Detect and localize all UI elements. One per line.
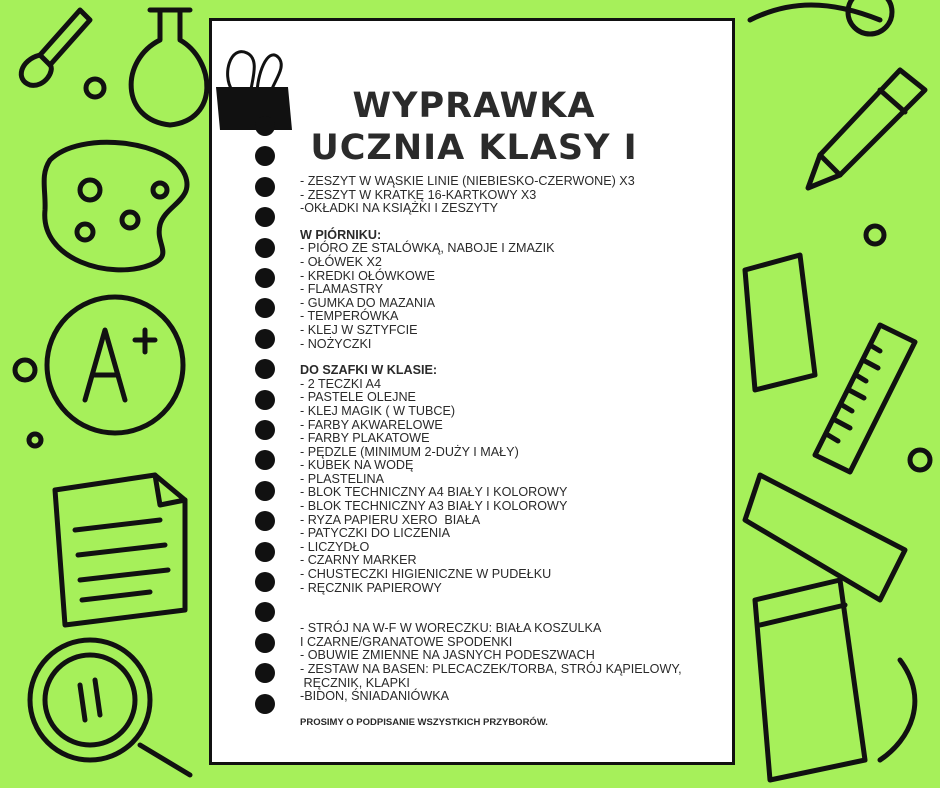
binder-hole — [255, 359, 275, 379]
title-line-1: WYPRAWKA — [352, 86, 596, 126]
list-item: - NOŻYCZKI — [300, 336, 372, 351]
list-item: -BIDON, ŚNIADANIÓWKA — [300, 689, 450, 704]
binder-hole — [255, 633, 275, 653]
list-item: - KLEJ W SZTYFCIE — [300, 322, 418, 337]
book-icon — [745, 255, 915, 780]
binder-hole — [255, 268, 275, 288]
ruler-icon — [815, 325, 915, 472]
list-item: I CZARNE/GRANATOWE SPODENKI — [300, 634, 513, 649]
binder-hole — [255, 663, 275, 683]
list-item: - CZARNY MARKER — [300, 553, 417, 568]
list-item: - PIÓRO ZE STALÓWKĄ, NABOJE I ZMAZIK — [300, 241, 555, 256]
locker-list — [300, 378, 720, 596]
binder-hole — [255, 298, 275, 318]
binder-hole — [255, 390, 275, 410]
pencil-case-list — [300, 242, 720, 351]
binder-hole — [255, 177, 275, 197]
list-item: - 2 TECZKI A4 — [300, 376, 381, 391]
list-item: - GUMKA DO MAZANIA — [300, 295, 436, 310]
list-item: - PASTELE OLEJNE — [300, 390, 416, 405]
list-item: - ZESZYT W WĄSKIE LINIE (NIEBIESKO-CZERWONE) X3 — [300, 174, 635, 188]
binder-hole — [255, 146, 275, 166]
binder-hole — [255, 329, 275, 349]
section-heading-locker: DO SZAFKI W KLASIE: — [300, 363, 438, 378]
binder-hole — [255, 511, 275, 531]
list-item: - PĘDZLE (MINIMUM 2-DUŻY I MAŁY) — [300, 444, 519, 459]
binder-hole — [255, 238, 275, 258]
intro-list — [300, 175, 720, 216]
binder-hole — [255, 572, 275, 592]
list-item: - KLEJ MAGIK ( W TUBCE) — [300, 403, 456, 418]
binder-hole — [255, 602, 275, 622]
palette-icon — [44, 142, 187, 270]
pencil-icon — [808, 0, 925, 244]
list-item: - CHUSTECZKI HIGIENICZNE W PUDEŁKU — [300, 567, 552, 582]
grade-a-plus-icon — [15, 297, 183, 446]
list-item: - ZESTAW NA BASEN: PLECACZEK/TORBA, STRÓJ KĄPIELOWY, — [300, 662, 682, 676]
list-item: - KUBEK NA WODĘ — [300, 458, 414, 473]
checklist-sheet — [209, 18, 735, 765]
list-item: - RĘCZNIK PAPIEROWY — [300, 580, 442, 595]
list-item: - PLASTELINA — [300, 471, 384, 486]
note-paper-icon — [55, 475, 185, 625]
list-item: -OKŁADKI NA KSIĄŻKI I ZESZYTY — [300, 201, 499, 216]
page-title — [294, 85, 654, 169]
flask-icon — [86, 10, 207, 125]
binder-hole — [255, 542, 275, 562]
other-list — [300, 622, 720, 704]
supply-list — [300, 175, 720, 739]
list-item: - OBUWIE ZMIENNE NA JASNYCH PODESZWACH — [300, 648, 595, 663]
list-item: - OŁÓWEK X2 — [300, 254, 382, 269]
list-item: - KREDKI OŁÓWKOWE — [300, 268, 436, 283]
signing-note: PROSIMY O PODPISANIE WSZYSTKICH PRZYBORÓW. — [300, 716, 548, 728]
paint-brush-icon — [21, 10, 90, 85]
binder-hole — [255, 694, 275, 714]
list-item: - LICZYDŁO — [300, 539, 370, 554]
binder-hole — [255, 481, 275, 501]
section-heading-pencil-case: W PIÓRNIKU: — [300, 227, 382, 242]
list-item: RĘCZNIK, KLAPKI — [300, 675, 410, 690]
list-item: - BLOK TECHNICZNY A4 BIAŁY I KOLOROWY — [300, 485, 568, 500]
binder-hole — [255, 207, 275, 227]
list-item: - FLAMASTRY — [300, 282, 384, 297]
list-item: - ZESZYT W KRATKĘ 16-KARTKOWY X3 — [300, 187, 537, 202]
magnifier-icon — [30, 640, 190, 775]
list-item: - BLOK TECHNICZNY A3 BIAŁY I KOLOROWY — [300, 499, 568, 514]
list-item: - FARBY PLAKATOWE — [300, 431, 430, 446]
binder-clip-icon — [212, 35, 292, 135]
list-item: - STRÓJ NA W-F W WORECZKU: BIAŁA KOSZULKA — [300, 621, 602, 636]
list-item: - FARBY AKWARELOWE — [300, 417, 443, 432]
list-item: - RYZA PAPIERU XERO BIAŁA — [300, 512, 481, 527]
binder-hole — [255, 450, 275, 470]
binder-hole — [255, 116, 275, 136]
binder-hole — [255, 420, 275, 440]
list-item: - PATYCZKI DO LICZENIA — [300, 526, 450, 541]
title-line-2: UCZNIA KLASY I — [310, 128, 638, 168]
list-item: - TEMPERÓWKA — [300, 309, 399, 324]
